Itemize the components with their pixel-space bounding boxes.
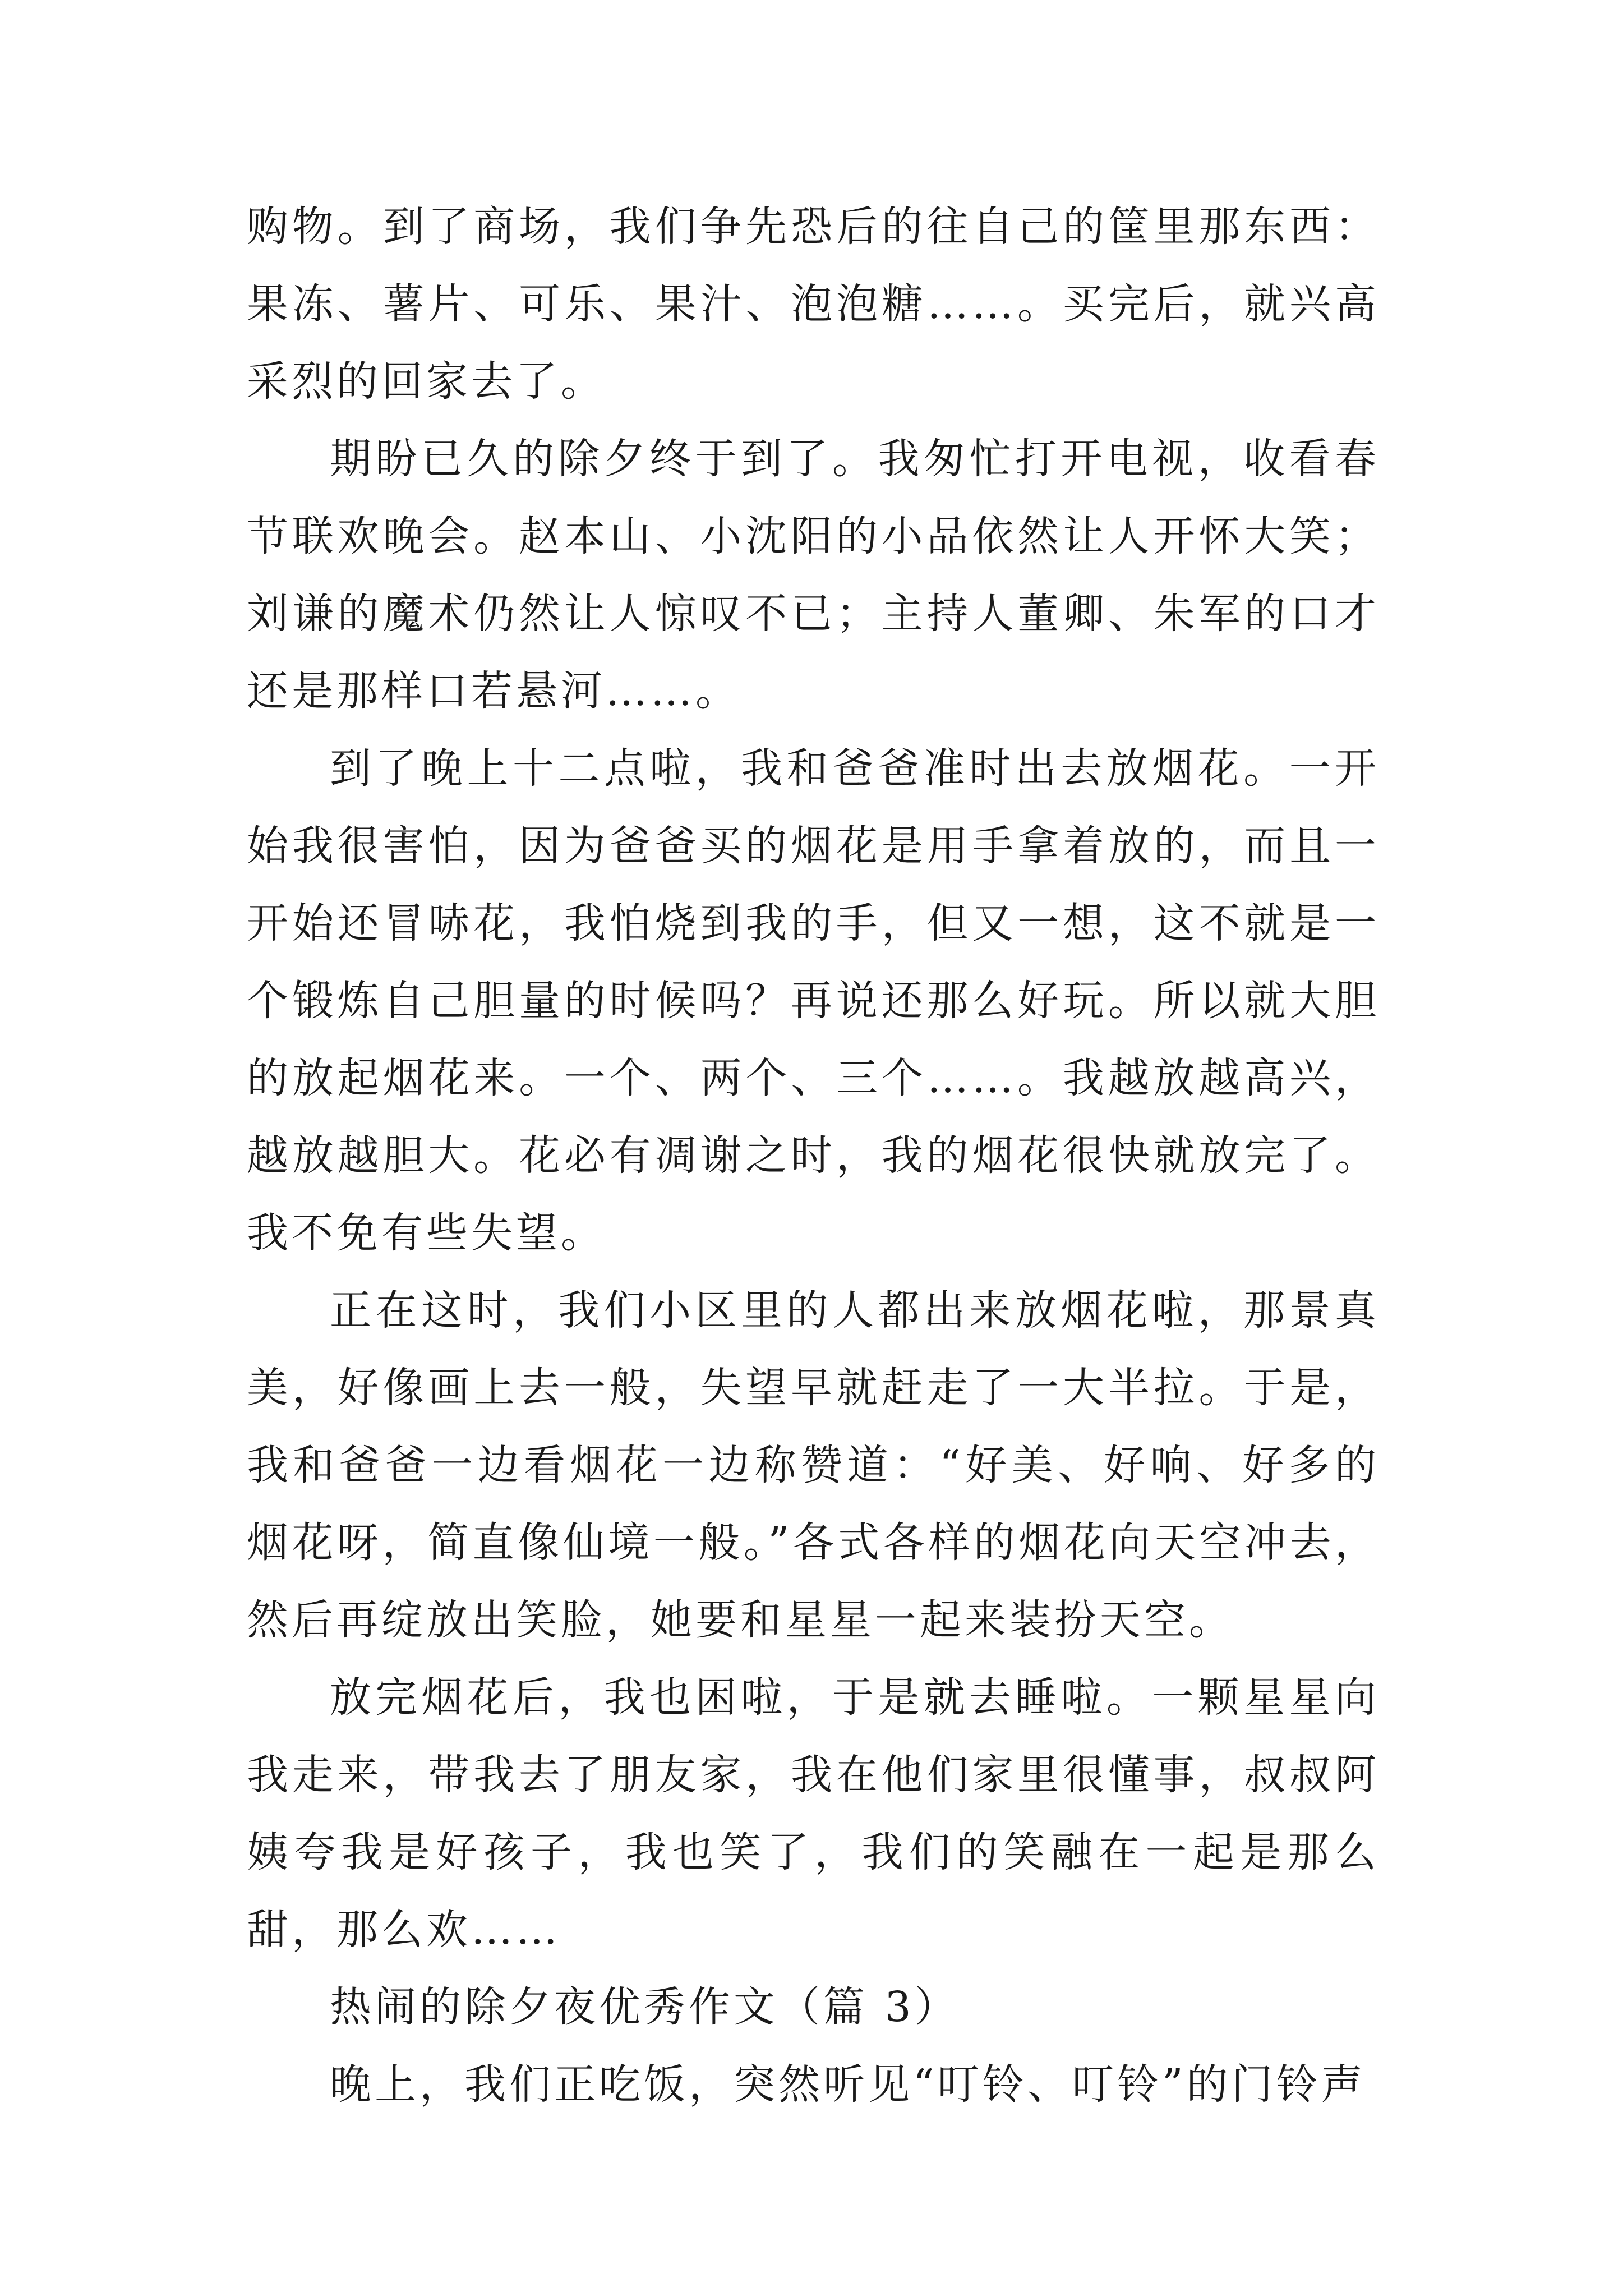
essay-body xyxy=(247,188,1380,2123)
paragraph-fireworks-midnight: 到了晚上十二点啦，我和爸爸准时出去放烟花。一开始我很害怕，因为爸爸买的烟花是用手拿着放的，而且一开始还冒哧花，我怕烧到我的手，但又一想，这不就是一个锻炼自己胆量的时候吗？再说还那么好玩。所以就大胆的放起烟花来。一个、两个、三个……。我越放越高兴，越放越胆大。花必有凋谢之时，我的烟花很快就放完了。我不免有些失望。 xyxy=(247,744,1380,1257)
paragraph-neighborhood-fireworks: 正在这时，我们小区里的人都出来放烟花啦，那景真美，好像画上去一般，失望早就赶走了一大半拉。于是，我和爸爸一边看烟花一边称赞道：“好美、好响、好多的烟花呀，简直像仙境一般。”各式各样的烟花向天空冲去，然后再绽放出笑脸，她要和星星一起来装扮天空。 xyxy=(247,1286,1380,1644)
paragraph-dream: 放完烟花后，我也困啦，于是就去睡啦。一颗星星向我走来，带我去了朋友家，我在他们家里很懂事，叔叔阿姨夸我是好孩子，我也笑了，我们的笑融在一起是那么甜，那么欢…… xyxy=(247,1673,1380,1954)
paragraph-new-year-eve-gala: 期盼已久的除夕终于到了。我匆忙打开电视，收看春节联欢晚会。赵本山、小沈阳的小品依然让人开怀大笑；刘谦的魔术仍然让人惊叹不已；主持人董卿、朱军的口才还是那样口若悬河……。 xyxy=(247,435,1380,715)
paragraph-continuation: 购物。到了商场，我们争先恐后的往自己的筐里那东西：果冻、薯片、可乐、果汁、泡泡糖……。买完后，就兴高采烈的回家去了。 xyxy=(247,203,1380,406)
essay-section-title: 热闹的除夕夜优秀作文（篇 3） xyxy=(330,1983,960,2031)
paragraph-doorbell: 晚上，我们正吃饭，突然听见“叮铃、叮铃”的门铃声 xyxy=(330,2060,1366,2109)
